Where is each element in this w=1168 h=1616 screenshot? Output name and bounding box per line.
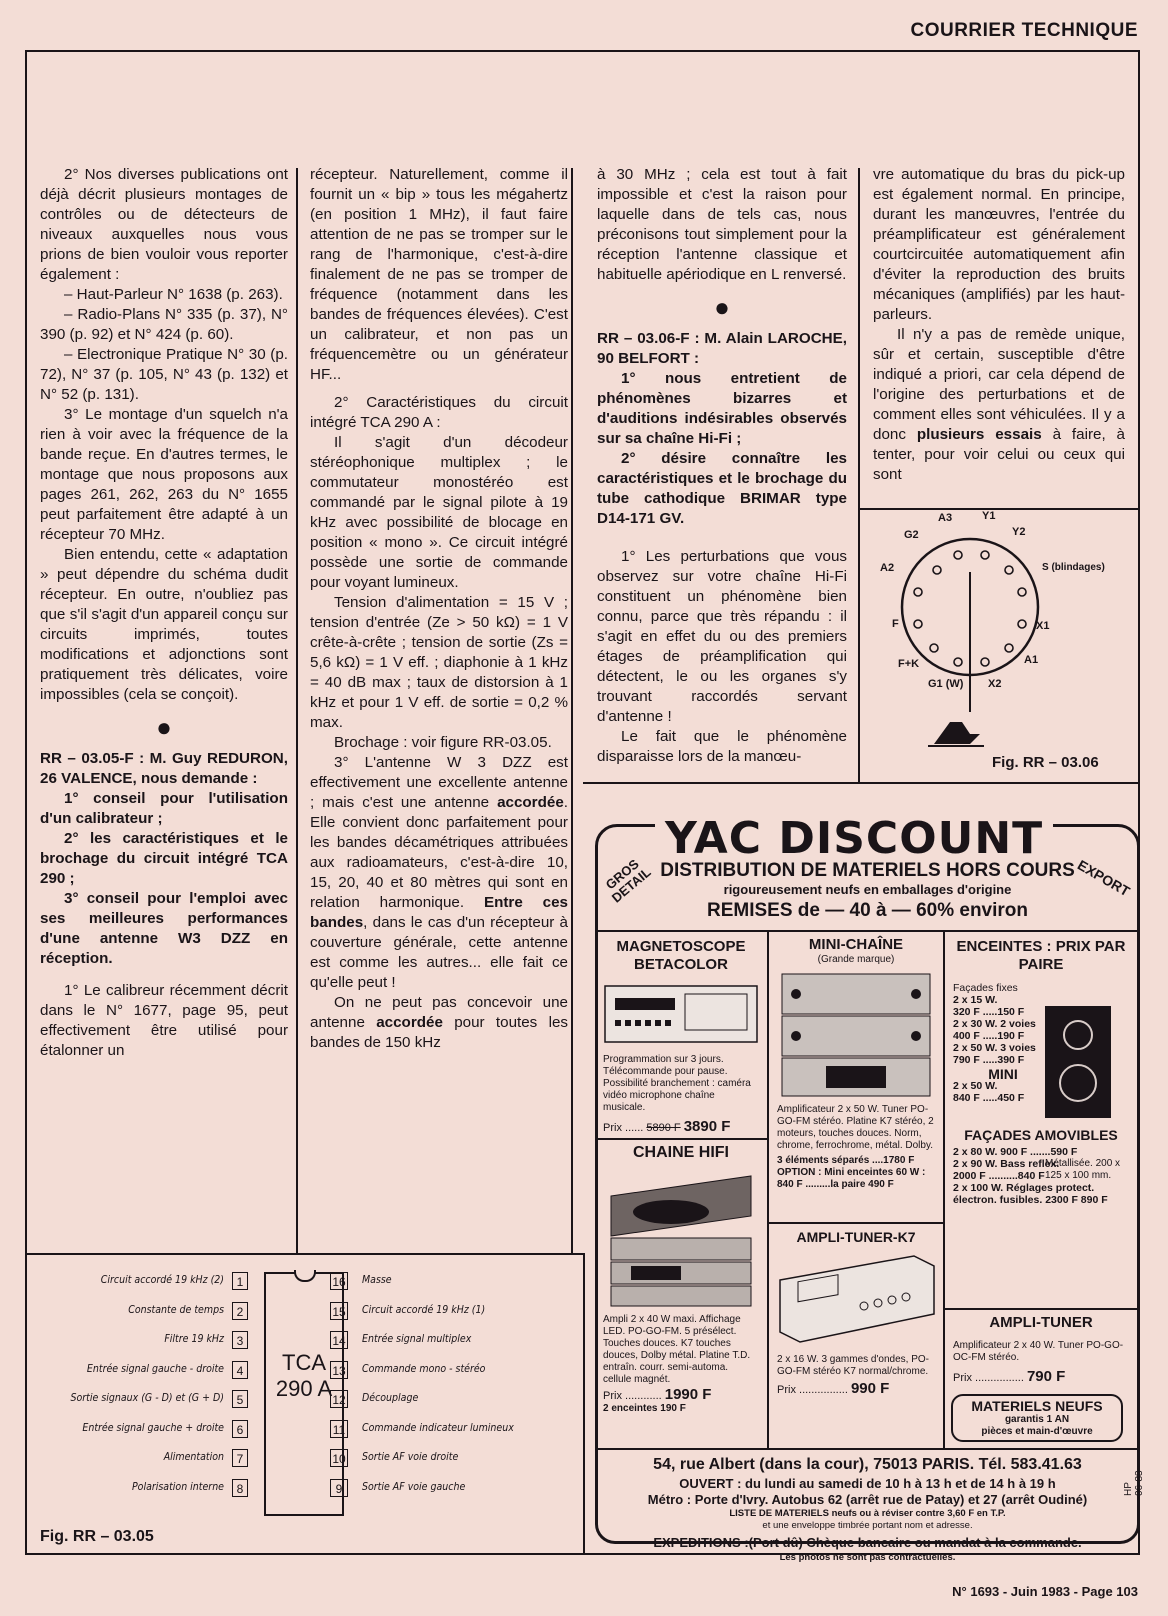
speaker-image [1045,1006,1111,1118]
pin-number: 5 [232,1390,248,1408]
reference: – Electronique Pratique N° 30 (p. 72), N° 37 (p. 105, N° 43 (p. 132) et N° 52 (p. 131). [40,346,288,403]
question-item: 2° les caractéristiques et le brochage du circuit intégré TCA 290 ; [40,830,288,887]
pin-label: Y1 [982,510,996,522]
paragraph: Le fait que le phénomène disparaisse lors de la manœu- [597,728,847,765]
item-desc: Ampli 2 x 40 W maxi. Affichage LED. PO-GO-FM. 5 présélect. Touches douces. K7 touches douces, Dolby métal. Platine T.D. entraîn. courr. semi-automa. cellule magnét. [603,1314,751,1385]
pin-label: X2 [988,678,1002,690]
pin-label: G2 [904,529,919,541]
ad-metro: Métro : Porte d'Ivry. Autobus 62 (arrêt rue de Patay) et 27 (arrêt Oudiné) [647,1492,1088,1507]
pin-label: Entrée signal multiplex [362,1333,472,1345]
ad-gros-detail: GROS DETAIL [602,856,654,906]
pin-label: Circuit accordé 19 kHz (2) [100,1274,224,1286]
question-item: 1° nous entretient de phénomènes bizarres et d'auditions indésirables observés sur sa chaîne Hi-Fi ; [597,370,847,447]
pin-label: Constante de temps [128,1303,224,1316]
paragraph: récepteur. Naturellement, comme il fournit un « bip » tous les mégahertz (en position 1 MHz), il faut faire attention de ne pas se tromper sur le rang de l'harmonique, c'est-à-dire finalement de ne pas se tromper de fréquence (notamment dans les bandes de fréquences élevées). C'est un calibrateur, et non pas un fréquencemètre ou un générateur HF... [310,166,568,383]
section-bullet: ● [714,292,730,322]
pin-label: A2 [880,562,895,574]
ad-line: rigoureusement neufs en emballages d'origine [723,882,1012,897]
column-rule [571,168,573,1253]
k7-image [774,1250,938,1350]
ad-item-magnetoscope [595,930,769,1140]
item-title: FAÇADES AMOVIBLES [964,1127,1118,1143]
pin-number: 15 [330,1302,348,1320]
item-desc: 2 x 16 W. 3 gammes d'ondes, PO-GO-FM stéréo K7 normal/chrome. [777,1354,929,1377]
paragraph: vre automatique du bras du pick-up est également normal. En principe, durant les manœuvres, l'entrée du préamplificateur est généralement courtcircuitée automatiquement afin d'éviter la reproduction des bruits mécaniques (amplifiés) par les haut-parleurs. [873,166,1125,323]
figure-caption: Fig. RR – 03.05 [40,1528,154,1545]
section-rule [583,782,1140,784]
paragraph: Bien entendu, cette « adaptation » peut dépendre du schéma dudit récepteur. En outre, n'oubliez pas que s'il s'agit d'un appareil conçu sur circuits imprimés, toutes modifications et adjonctions sont pratiquement très délicates, voire impossibles (cela se conçoit). [40,546,288,703]
item-title: CHAINE HIFI [633,1144,729,1161]
pin-number: 8 [232,1479,248,1497]
item-title: ENCEINTES : PRIX PAR PAIRE [956,938,1126,973]
paragraph: 3° Le montage d'un squelch n'a rien à voir avec la fréquence de la bande reçue. En d'autres termes, le montage que nous proposons aux pages 261, 262, 263 du N° 1655 peut parfaitement être adapté à un récepteur 70 MHz. [40,406,288,543]
item-title: MINI-CHAÎNE [808,936,904,953]
pin-number: 7 [232,1449,248,1467]
pin-label: Filtre 19 kHz [164,1333,224,1345]
paragraph: Brochage : voir figure RR-03.05. [334,734,552,751]
ad-hours: OUVERT : du lundi au samedi de 10 h à 13 h et de 14 h à 19 h [679,1476,1056,1491]
section-rule [858,508,860,782]
advertisement [595,813,1153,1563]
ad-address-block [595,1454,1140,1564]
pin-number: 14 [330,1331,348,1349]
item-price: Prix ............ 1990 F [603,1386,712,1403]
item-price: Prix ...... 5890 F 3890 F [603,1118,731,1135]
pin-label: S (blindages) [1042,562,1105,573]
pin-number: 6 [232,1420,248,1438]
pin-label: Découplage [362,1392,419,1404]
pin-number: 13 [330,1361,348,1379]
ad-line: REMISES de — 40 à — 60% environ [707,900,1028,921]
item-desc: Amplificateur 2 x 50 W. Tuner PO-GO-FM stéréo. Platine K7 stéréo, 2 moteurs, touches douces. Norm, chrome, ferrochrome, métal. Dolby. [777,1104,934,1151]
hifi-image [601,1166,761,1310]
section-rule [858,508,1140,510]
item-desc: Amplificateur 2 x 40 W. Tuner PO-GO-OC-FM stéréo. [953,1340,1124,1363]
pin-label: X1 [1036,620,1050,632]
column-1 [40,165,288,1061]
pin-label: Entrée signal gauche - droite [86,1362,224,1375]
pin-number: 3 [232,1331,248,1349]
pin-label: F [892,618,899,630]
paragraph: 1° Les perturbations que vous observez sur votre chaîne Hi-Fi constituent un phénomène bien connu, parce que très répandu : il s'agit en effet du ou des premiers étages de préamplification qui détectent, le ou les organes s'y trouvant raccordés servant d'antenne ! [597,548,847,725]
paragraph: 2° Nos diverses publications ont déjà décrit plusieurs montages de contrôles ou de détecteurs de niveaux auxquelles nous vous prions de bien vouloir vous reporter également : [40,166,288,283]
question-item: 2° désire connaître les caractéristiques et le brochage du tube cathodique BRIMAR type D14-171 GV. [597,450,847,527]
question-item: 1° conseil pour l'utilisation d'un calibrateur ; [40,790,288,827]
pin-number: 16 [330,1272,348,1290]
pin-number: 12 [330,1390,348,1408]
item-subtitle: (Grande marque) [817,954,895,965]
section-rule [25,1253,585,1255]
pin-label: A3 [938,512,953,524]
ad-disclaimer: Les photos ne sont pas contractuelles. [779,1552,956,1563]
column-4 [873,165,1125,485]
ad-title: YAC DISCOUNT [655,814,1053,864]
pin-label: F+K [898,658,920,670]
item-list: 2 x 80 W. 900 F .......590 F 2 x 90 W. Bass reflex. 2000 F ..........840 F 2 x 100 W. Réglages protect. électron. fusibles. 2300 F 890 F [953,1146,1108,1206]
vcr-image [601,980,761,1050]
pin-label: Commande indicateur lumineux [362,1421,514,1434]
tube-base-diagram [862,512,1138,780]
page-footer: N° 1693 - Juin 1983 - Page 103 [952,1584,1138,1599]
column-rule [858,168,860,508]
ground-symbol [934,722,980,744]
pin-number: 9 [330,1479,348,1497]
ad-list: et une enveloppe timbrée portant nom et adresse. [762,1520,973,1531]
ad-address: 54, rue Albert (dans la cour), 75013 PARIS. Tél. 583.41.63 [653,1456,1082,1473]
ad-item-enceintes [943,930,1137,1310]
paragraph: Tension d'alimentation = 15 V ; tension d'entrée (Ze > 50 kΩ) = 1 V crête-à-crête ; tension de sortie (Zs = 5,6 kΩ) = 1 V eff. ; diaphonie à 1 kHz = 40 dB max ; taux de distorsion à 1 kHz et pour 1 V eff. de sortie = 0,2 % max. [310,594,568,731]
item-desc: Métallisée. 200 x 125 x 100 mm. [1045,1158,1121,1181]
pin-number: 11 [330,1420,348,1438]
ad-side-code: HP 06-83 [1123,1470,1145,1496]
pin-label: Y2 [1012,526,1026,538]
tube-socket-drawing [862,512,1138,780]
ad-line: DISTRIBUTION DE MATERIELS HORS COURS [660,860,1075,881]
ic-label: TCA 290 A [275,1350,333,1401]
pin-label: Sortie signaux (G - D) et (G + D) [70,1392,224,1404]
reference: – Radio-Plans N° 335 (p. 37), N° 390 (p. 92) et N° 424 (p. 60). [40,306,288,343]
column-2 [310,165,568,1053]
pin-label: Sortie AF voie gauche [362,1480,466,1493]
ad-shipping: EXPEDITIONS :(Port dû) Chèque bancaire ou mandat à la commande. [653,1535,1082,1550]
paragraph: 2° Caractéristiques du circuit intégré TCA 290 A : [310,394,568,431]
paragraph: Il s'agit d'un décodeur stéréophonique multiplex ; le commutateur monostéréo est commandé par le signal pilote à 19 kHz avec possibilité de blocage en position « mono ». Ce circuit intégré possède une sortie de commande pour voyant lumineux. [310,434,568,591]
pin-label: Entrée signal gauche + droite [82,1421,224,1434]
question-heading: RR – 03.06-F : M. Alain LAROCHE, 90 BELFORT : [597,330,847,367]
item-extra: 2 enceintes 190 F [603,1403,686,1414]
column-rule [296,168,298,1253]
pin-label: G1 (W) [928,678,964,690]
pin-number: 4 [232,1361,248,1379]
ic-pinout-diagram [28,1258,580,1552]
page-header: COURRIER TECHNIQUE [910,20,1138,41]
pin-label: Alimentation [163,1451,224,1463]
item-desc: Programmation sur 3 jours. Télécommande pour pause. Possibilité branchement : caméra vidéo microphone chaîne musicale. [603,1054,751,1113]
ad-list: LISTE DE MATERIELS neufs ou à réviser contre 3,60 F en T.P. [729,1508,1006,1519]
pin-label: Masse [362,1274,392,1286]
ad-export: EXPORT [1074,856,1133,900]
pin-label: A1 [1024,654,1039,666]
item-list: Façades fixes 2 x 15 W. 320 F .....150 F 2 x 30 W. 2 voies 400 F .....190 F 2 x 50 W. 3 voies 790 F .....390 F MINI 2 x 50 W. 840 F .....450 F [953,982,1036,1104]
item-option-price: 840 F .........la paire 490 F [777,1179,894,1190]
item-price: Prix ................ 990 F [777,1380,890,1397]
question-heading: RR – 03.05-F : M. Guy REDURON, 26 VALENCE, nous demande : [40,750,288,787]
ad-guarantee-box: MATERIELS NEUFS garantis 1 AN pièces et main-d'œuvre [951,1394,1123,1442]
paragraph: à 30 MHz ; cela est tout à fait impossible et c'est la raison pour laquelle dans de tels cas, nous préconisons tout simplement pour la réception l'antenne classique et habituelle apériodique en L renversé. [597,166,847,283]
pin-label: Circuit accordé 19 kHz (1) [362,1303,486,1316]
stereo-image [776,970,936,1100]
paragraph: Il n'y a pas de remède unique, sûr et certain, susceptible d'être indiqué a priori, car cela dépend de l'origine des perturbations et de comment elles sont véhiculées. Il y a donc plusieurs essais à faire, à tenter, pour voir celui ou ceux qui sont [873,326,1125,483]
item-option: OPTION : Mini enceintes 60 W : [777,1167,926,1178]
ad-item-mini-chaine [767,930,945,1224]
question-item: 3° conseil pour l'emploi avec ses meilleures performances d'une antenne W3 DZZ en réception. [40,890,288,967]
item-price: Prix ................ 790 F [953,1368,1066,1385]
paragraph: On ne peut pas concevoir une antenne accordée pour toutes les bandes de 150 kHz [310,994,568,1051]
item-title: AMPLI-TUNER [989,1314,1093,1331]
item-price: 3 éléments séparés ....1780 F [777,1155,915,1166]
column-3 [597,165,847,767]
pin-label: Polarisation interne [131,1480,224,1493]
item-title: MAGNETOSCOPE BETACOLOR [616,938,746,973]
paragraph: 3° L'antenne W 3 DZZ est effectivement une excellente antenne ; mais c'est une antenne accordée. Elle convient donc parfaitement pour les bandes décamétriques attribuées aux radioamateurs, c'est-à-dire 10, 15, 20, 40 et 80 mètres qui sont en relation harmonique. Entre ces bandes, dans le cas d'un récepteur à couverture générale, cette antenne est comme les autres... elle fait ce qu'elle peut ! [310,754,568,991]
ad-item-chaine-hifi [595,1138,769,1450]
reference: – Haut-Parleur N° 1638 (p. 263). [64,286,283,303]
paragraph: 1° Le calibreur récemment décrit dans le N° 1677, page 95, peut effectivement être utilisé pour étalonner un [40,982,288,1059]
section-bullet: ● [156,712,172,742]
pin-label: Commande mono - stéréo [362,1362,486,1375]
ad-item-ampli-tuner-k7 [767,1222,945,1450]
pin-number: 10 [330,1449,348,1467]
pin-label: Sortie AF voie droite [362,1451,459,1463]
pin-number: 2 [232,1302,248,1320]
figure-caption: Fig. RR – 03.06 [992,754,1099,771]
pin-number: 1 [232,1272,248,1290]
item-title: AMPLI-TUNER-K7 [796,1229,916,1245]
section-rule [583,1253,585,1555]
